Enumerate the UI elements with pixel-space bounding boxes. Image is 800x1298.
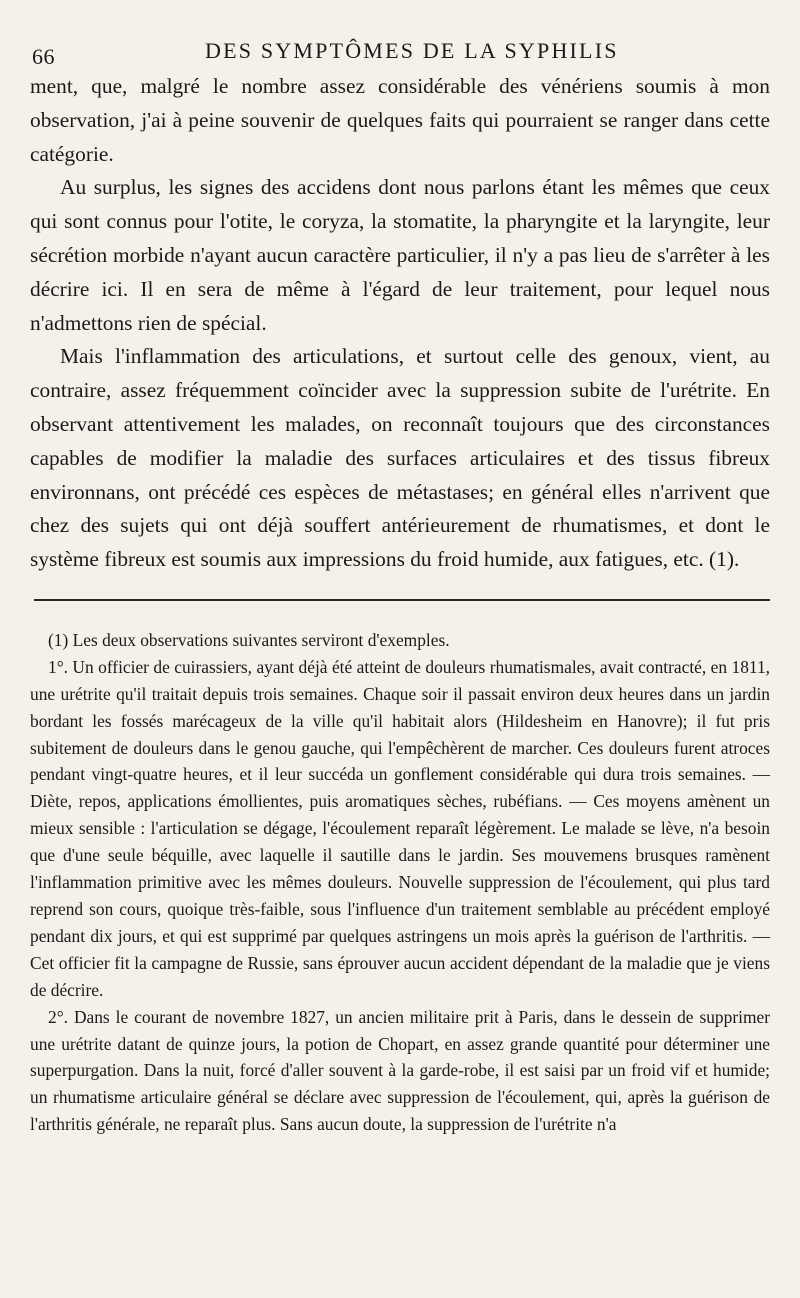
footnote-intro: (1) Les deux observations suivantes serviront d'exemples. bbox=[48, 629, 450, 650]
paragraph: Mais l'inflammation des articulations, et surtout celle des genoux, vient, au contraire, assez fréquemment coïncider avec la suppression subite de l'urétrite. En observant attentivement les malades, on reconnaît toujours que des circonstances capables de modifier la maladie des surfaces articulaires et des tissus fibreux environnans, ont précédé ces espèces de métastases; en général elles n'arrivent que chez des sujets qui ont déjà souffert antérieurement de rhumatismes, et dont le système fibreux est soumis aux impressions du froid humide, aux fatigues, etc. (1). bbox=[30, 344, 770, 572]
footnote-observation-1: 1°. Un officier de cuirassiers, ayant déjà été atteint de douleurs rhumatismales, avait contracté, en 1811, une urétrite qu'il traitait depuis trois semaines. Chaque soir il passait environ deux heures dans un jardin bordant les fossés marécageux de la ville qu'il habitait alors (Hildesheim en Hanovre); il fut pris subitement de douleurs dans le genou gauche, qui l'empêchèrent de marcher. Ces douleurs furent atroces pendant vingt-quatre heures, et il leur succéda un gonflement considérable qui dura trois semaines. — Diète, repos, applications émollientes, puis aromatiques sèches, rubéfians. — Ces moyens amènent un mieux sensible : l'articulation se dégage, l'écoulement reparaît légèrement. Le malade se lève, n'a besoin que d'une seule béquille, avec laquelle il sautille dans le jardin. Ses mouvemens brusques ramènent l'inflammation primitive avec les mêmes douleurs. Nouvelle suppression de l'écoulement, qui plus tard reprend son cours, quoique très-faible, sous l'influence d'un traitement semblable au précédent employé pendant dix jours, et qui est supprimé par quelques astringens un mois après la guérison de l'arthritis. — Cet officier fit la campagne de Russie, sans éprouver aucun accident dépendant de la maladie que je viens de décrire. bbox=[30, 656, 770, 1000]
page-number: 66 bbox=[32, 44, 55, 69]
page-header bbox=[30, 14, 770, 70]
footnotes bbox=[30, 627, 770, 1138]
paragraph: Au surplus, les signes des accidens dont nous parlons étant les mêmes que ceux qui sont connus pour l'otite, le coryza, la stomatite, la pharyngite et la laryngite, leur sécrétion morbide n'ayant aucun caractère particulier, il n'y a pas lieu de s'arrêter à les décrire ici. Il en sera de même à l'égard de leur traitement, pour lequel nous n'admettons rien de spécial. bbox=[30, 175, 770, 335]
footnote-observation-2: 2°. Dans le courant de novembre 1827, un ancien militaire prit à Paris, dans le dessein de supprimer une urétrite datant de quinze jours, la potion de Chopart, en assez grande quantité pour déterminer une superpurgation. Dans la nuit, forcé d'aller souvent à la garde-robe, il est saisi par un froid vif et humide; un rhumatisme articulaire général se déclare avec suppression de l'écoulement, qui, après la guérison de l'arthritis générale, ne reparaît plus. Sans aucun doute, la suppression de l'urétrite n'a bbox=[30, 1006, 770, 1135]
paragraph-continued: ment, que, malgré le nombre assez considérable des vénériens soumis à mon observation, j'ai à peine souvenir de quelques faits qui pourraient se ranger dans cette catégorie. bbox=[30, 74, 770, 166]
running-title: DES SYMPTÔMES DE LA SYPHILIS bbox=[205, 38, 619, 63]
main-text bbox=[30, 70, 770, 577]
footnote-separator bbox=[34, 599, 770, 601]
